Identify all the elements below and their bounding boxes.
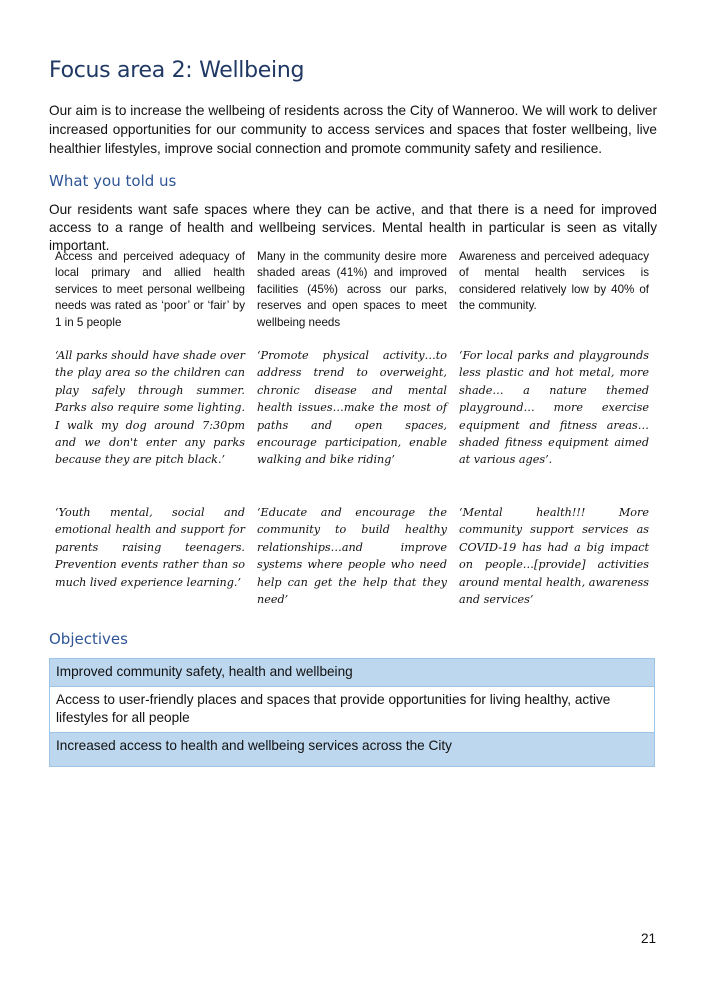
quote-community-support: ‘Mental health!!! More community support services as COVID-19 has had a big impact on people…[provide] activities around mental health, awareness and services’	[459, 506, 649, 607]
objectives-table	[49, 658, 655, 767]
stat-health-services: Access and perceived adequacy of local primary and allied health services to meet personal wellbeing needs was rated as ‘poor’ or ‘fair’ by 1 in 5 people	[55, 250, 245, 329]
quote-physical-activity: ‘Promote physical activity…to address trend to overweight, chronic disease and mental health issues…make the most of paths and open spaces, encourage participation, enable walking and bike riding’	[257, 349, 447, 467]
intro-paragraph: Our aim is to increase the wellbeing of residents across the City of Wanneroo. We will work to deliver increased opportunities for our community to access services and spaces that foster wellbeing, live healthier lifestyles, improve social connection and promote community safety and resilience.	[49, 103, 657, 156]
objective-1: Improved community safety, health and wellbeing	[50, 659, 655, 687]
stat-shaded-areas: Many in the community desire more shaded areas (41%) and improved facilities (45%) across our parks, reserves and open spaces to meet wellbeing needs	[257, 250, 447, 329]
quote-playgrounds: ‘For local parks and playgrounds less plastic and hot metal, more shade… a nature themed playground… more exercise equipment and fitness areas…shaded fitness equipment aimed at various ages’.	[459, 349, 649, 467]
quote-youth-mental-health: ‘Youth mental, social and emotional health and support for parents raising teenagers. Prevention events rather than so much lived experience learning.’	[55, 506, 245, 589]
quote-parks-shade: ‘All parks should have shade over the play area so the children can play safely through summer. Parks also require some lighting. I walk my dog around 7:30pm and we don't enter any parks because they are pitch black.’	[55, 349, 245, 467]
feedback-grid	[55, 249, 648, 608]
objective-row	[50, 733, 655, 767]
told-intro-paragraph: Our residents want safe spaces where they can be active, and that there is a need for improved access to a range of health and wellbeing services. Mental health in particular is seen as vitally important.	[49, 202, 657, 253]
objective-3: Increased access to health and wellbeing services across the City	[50, 733, 655, 767]
objective-2: Access to user-friendly places and spaces that provide opportunities for living healthy, active lifestyles for all people	[50, 687, 655, 733]
page-number: 21	[641, 931, 657, 946]
quote-healthy-relationships: ‘Educate and encourage the community to build healthy relationships…and improve systems where people who need help can get the help that they need’	[257, 506, 447, 607]
what-you-told-us-heading: What you told us	[49, 172, 177, 190]
page-title: Focus area 2: Wellbeing	[49, 58, 305, 83]
stat-mental-health: Awareness and perceived adequacy of mental health services is considered relatively low by 40% of the community.	[459, 250, 649, 313]
objective-row	[50, 659, 655, 687]
objective-row	[50, 687, 655, 733]
objectives-heading: Objectives	[49, 630, 128, 648]
